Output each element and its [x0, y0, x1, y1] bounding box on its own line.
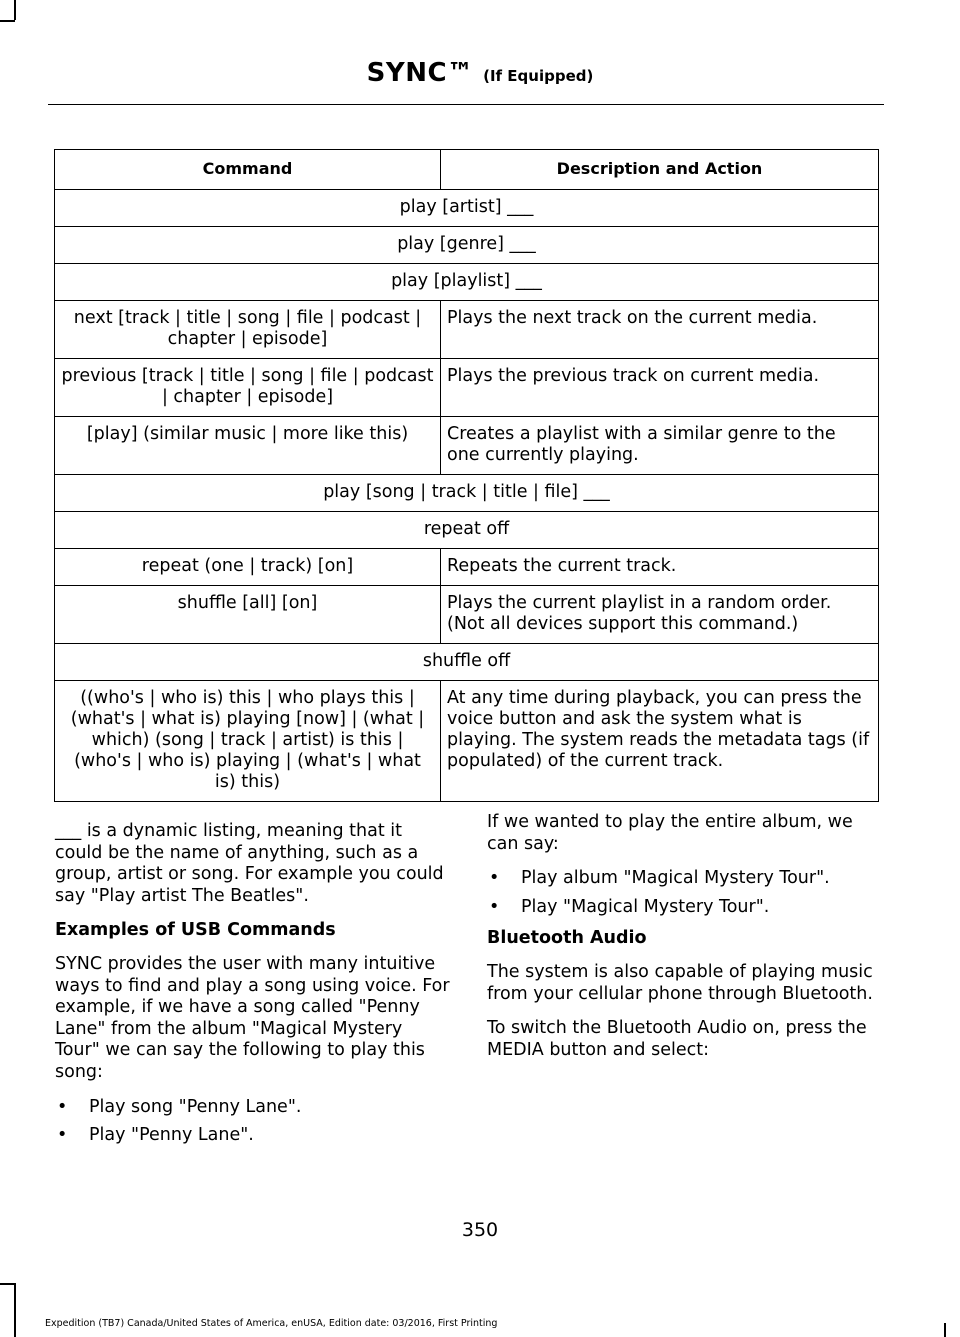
bullet: •	[489, 868, 500, 889]
command-cell: play [genre] ___	[55, 227, 879, 264]
command-cell: play [artist] ___	[55, 190, 879, 227]
command-cell: previous [track | title | song | file | podcast | chapter | episode]	[55, 359, 441, 417]
page-header	[0, 58, 960, 88]
table-row	[55, 475, 879, 512]
command-cell: shuffle off	[55, 644, 879, 681]
command-cell: [play] (similar music | more like this)	[55, 417, 441, 475]
table-row	[55, 417, 879, 475]
header-subtitle: (If Equipped)	[483, 67, 594, 85]
list-item	[55, 1125, 450, 1147]
crop-mark-top-left-v	[14, 0, 16, 20]
list-item	[55, 1097, 450, 1119]
table-row	[55, 644, 879, 681]
list-item-text: Play "Penny Lane".	[89, 1125, 254, 1146]
page-number: 350	[461, 1219, 499, 1241]
crop-mark-bottom-left-h	[0, 1283, 15, 1285]
list-item	[487, 897, 882, 919]
bullet: •	[57, 1096, 68, 1117]
table-row	[55, 586, 879, 644]
command-cell: play [playlist] ___	[55, 264, 879, 301]
column-header-command: Command	[55, 150, 441, 190]
command-table	[54, 149, 879, 802]
list-item	[487, 868, 882, 890]
table-row	[55, 512, 879, 549]
left-column	[55, 821, 450, 1157]
command-cell: shuffle [all] [on]	[55, 586, 441, 644]
list-item-text: Play album "Magical Mystery Tour".	[521, 868, 830, 889]
description-cell: Plays the next track on the current media.	[441, 301, 879, 359]
usb-commands-heading: Examples of USB Commands	[55, 920, 336, 941]
command-cell: repeat (one | track) [on]	[55, 549, 441, 586]
header-title: SYNC™	[366, 58, 474, 88]
header-rule	[48, 104, 884, 105]
crop-mark-bottom-right-v	[944, 1323, 946, 1337]
bluetooth-switch-paragraph: To switch the Bluetooth Audio on, press the MEDIA button and select:	[487, 1018, 867, 1060]
column-header-description: Description and Action	[441, 150, 879, 190]
right-column	[487, 812, 882, 1074]
table-header-row	[55, 150, 879, 190]
bluetooth-audio-heading: Bluetooth Audio	[487, 928, 647, 949]
command-cell: ((who's | who is) this | who plays this | (what's | what is) playing [now] | (what | which) (song | track | artist) is this | (who's | who is) playing | (what's | what is) this)	[55, 681, 441, 802]
usb-example-list	[55, 1097, 450, 1147]
bluetooth-paragraph: The system is also capable of playing music from your cellular phone through Bluetooth.	[487, 961, 873, 1004]
table-row	[55, 227, 879, 264]
table-row	[55, 549, 879, 586]
list-item-text: Play "Magical Mystery Tour".	[521, 896, 770, 917]
table-row	[55, 264, 879, 301]
dynamic-listing-paragraph: ___ is a dynamic listing, meaning that it could be the name of anything, such as a group, artist or song. For example you could say "Play artist The Beatles".	[55, 821, 444, 906]
bullet: •	[57, 1125, 68, 1146]
crop-mark-bottom-left-v	[14, 1283, 16, 1337]
album-example-list	[487, 868, 882, 918]
description-cell: Creates a playlist with a similar genre to the one currently playing.	[441, 417, 879, 475]
usb-commands-paragraph: SYNC provides the user with many intuitive ways to find and play a song using voice. For example, if we have a song called "Penny Lane" from the album "Magical Mystery Tour" we can say the following to play this song:	[55, 953, 450, 1082]
command-cell: play [song | track | title | file] ___	[55, 475, 879, 512]
bullet: •	[489, 896, 500, 917]
table-row	[55, 190, 879, 227]
list-item-text: Play song "Penny Lane".	[89, 1096, 302, 1117]
description-cell: At any time during playback, you can press the voice button and ask the system what is playing. The system reads the metadata tags (if populated) of the current track.	[441, 681, 879, 802]
command-cell: repeat off	[55, 512, 879, 549]
album-paragraph: If we wanted to play the entire album, we can say:	[487, 812, 853, 854]
description-cell: Repeats the current track.	[441, 549, 879, 586]
table-row	[55, 301, 879, 359]
table-row	[55, 681, 879, 802]
description-cell: Plays the previous track on current media.	[441, 359, 879, 417]
description-cell: Plays the current playlist in a random order. (Not all devices support this command.)	[441, 586, 879, 644]
crop-mark-top-left-h	[0, 20, 15, 22]
footer-text: Expedition (TB7) Canada/United States of America, enUSA, Edition date: 03/2016, First Printing	[45, 1318, 498, 1329]
command-cell: next [track | title | song | file | podcast | chapter | episode]	[55, 301, 441, 359]
table-row	[55, 359, 879, 417]
